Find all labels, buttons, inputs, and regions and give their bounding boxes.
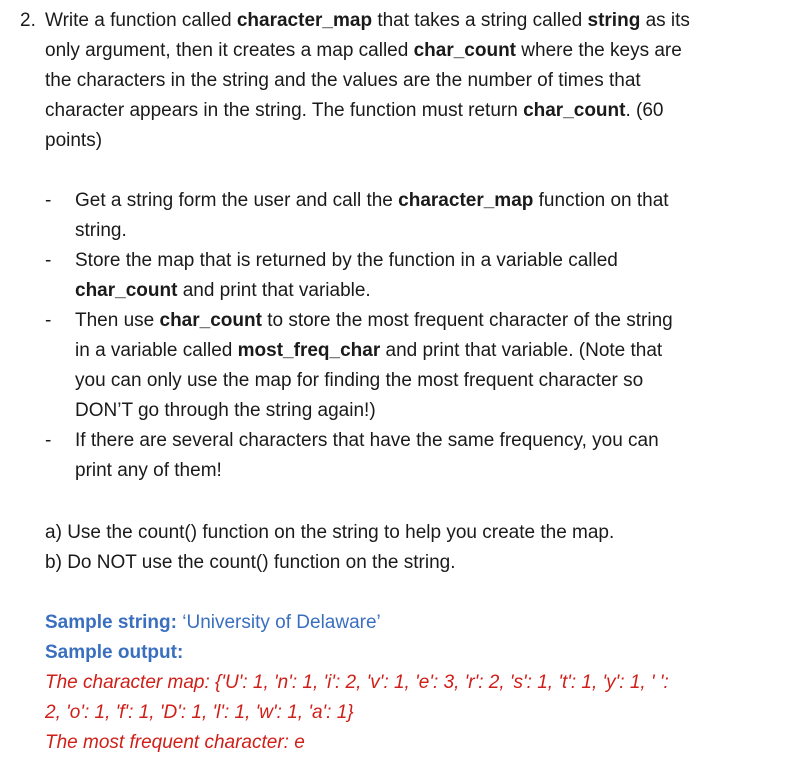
text-run: the characters in the string and the values are the number of times that xyxy=(45,70,641,91)
sample-string xyxy=(45,608,669,638)
text-run: you can only use the map for finding the most frequent character so xyxy=(75,370,644,391)
text-run: and print that variable. xyxy=(177,280,371,301)
text-run: character appears in the string. The function must return xyxy=(45,100,524,121)
bold-term: char_count xyxy=(413,40,517,61)
sample-output-line: 2, 'o': 1, 'f': 1, 'D': 1, 'l': 1, 'w': 1, 'a': 1} xyxy=(45,702,354,723)
text-run: only argument, then it creates a map called xyxy=(45,40,414,61)
bold-term: character_map xyxy=(398,190,534,211)
text-run: where the keys are xyxy=(516,40,682,61)
text-line xyxy=(75,276,765,306)
part-a xyxy=(45,518,614,548)
parts-list xyxy=(45,518,614,578)
bullet-dash: - xyxy=(45,310,52,331)
text-run: Get a string form the user and call the xyxy=(75,190,399,211)
text-line xyxy=(75,456,765,486)
bullet-item xyxy=(45,186,765,246)
text-line xyxy=(45,126,765,156)
part-b xyxy=(45,548,614,578)
text-run: function on that xyxy=(533,190,669,211)
bold-term: string xyxy=(587,10,641,31)
text-line xyxy=(75,186,765,216)
question-number: 2. xyxy=(20,10,36,31)
text-run: DON’T go through the string again!) xyxy=(75,400,376,421)
sample-output-line: The character map: {'U': 1, 'n': 1, 'i': 2, 'v': 1, 'e': 3, 'r': 2, 's': 1, 't': 1, 'y': 1, ' ': xyxy=(45,672,669,693)
text-line xyxy=(75,396,765,426)
text-run: as its xyxy=(640,10,690,31)
text-run: . (60 xyxy=(625,100,664,121)
bullet-dash: - xyxy=(45,190,52,211)
bullet-dash: - xyxy=(45,250,52,271)
sample-output-line: The most frequent character: e xyxy=(45,732,305,753)
question-body xyxy=(45,6,765,156)
text-run: string. xyxy=(75,220,127,241)
text-run: to store the most frequent character of the string xyxy=(261,310,673,331)
text-run: in a variable called xyxy=(75,340,238,361)
text-line xyxy=(45,6,765,36)
text-line xyxy=(75,366,765,396)
text-run: and print that variable. (Note that xyxy=(380,340,663,361)
bullet-item xyxy=(45,246,765,306)
text-line xyxy=(75,246,765,276)
text-line xyxy=(45,36,765,66)
sample-output-label-text: Sample output: xyxy=(45,642,184,663)
text-run: Write a function called xyxy=(45,10,237,31)
sample-output-label xyxy=(45,638,669,668)
text-run: print any of them! xyxy=(75,460,222,481)
sample-section xyxy=(45,608,669,758)
text-line xyxy=(75,216,765,246)
sample-string-value: ‘University of Delaware’ xyxy=(176,612,381,633)
text-line xyxy=(45,66,765,96)
text-line xyxy=(75,336,765,366)
bold-term: char_count xyxy=(75,280,178,301)
text-line xyxy=(75,426,765,456)
part-text: Use the count() function on the string to help you create the map. xyxy=(67,522,615,543)
bold-term: char_count xyxy=(523,100,626,121)
part-text: Do NOT use the count() function on the string. xyxy=(67,552,456,573)
text-run: points) xyxy=(45,130,103,151)
part-label: a) xyxy=(45,522,62,543)
bold-term: character_map xyxy=(236,10,373,31)
text-run: Then use xyxy=(75,310,160,331)
bullet-item xyxy=(45,426,765,486)
bold-term: char_count xyxy=(159,310,262,331)
sample-string-label: Sample string: xyxy=(45,612,177,633)
bullet-item xyxy=(45,306,765,426)
text-run: that takes a string called xyxy=(372,10,588,31)
text-run: If there are several characters that have the same frequency, you can xyxy=(75,430,659,451)
text-line xyxy=(75,306,765,336)
bold-term: most_freq_char xyxy=(237,340,381,361)
part-label: b) xyxy=(45,552,62,573)
bullet-dash: - xyxy=(45,430,52,451)
bullet-list xyxy=(45,186,765,486)
text-run: Store the map that is returned by the function in a variable called xyxy=(75,250,618,271)
text-line xyxy=(45,96,765,126)
